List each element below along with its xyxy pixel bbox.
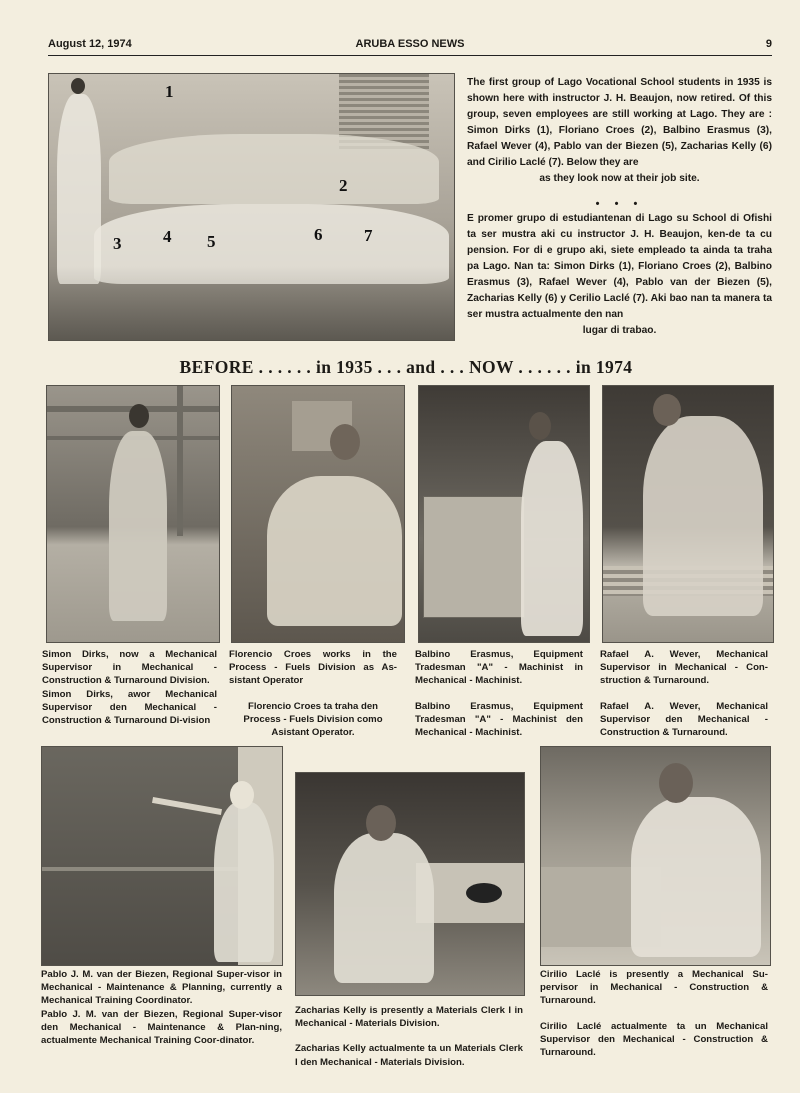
croes-figure — [267, 476, 402, 626]
marker-4: 4 — [163, 227, 172, 246]
marker-7: 7 — [364, 226, 373, 245]
caption-lacle-papiamento: Cirilio Laclé actualmente ta un Mechanical Supervisor den Mechanical - Construction & Turnaround. — [540, 1020, 768, 1059]
photo-cirilio-lacle — [540, 746, 771, 966]
intro-papiamento-last-line: lugar di trabao. — [582, 325, 657, 336]
intro-papiamento — [467, 211, 772, 339]
before-now-banner: BEFORE . . . . . . in 1935 . . . and . . . NOW . . . . . . in 1974 — [179, 357, 633, 377]
separator-dots: • • • — [595, 198, 644, 210]
caption-croes-english: Florencio Croes works in the Process - Fuels Division as As-sistant Operator — [229, 649, 397, 687]
caption-kelly — [295, 1004, 523, 1069]
intro-english — [467, 75, 772, 187]
marker-6: 6 — [314, 225, 323, 244]
intro-english-text: The first group of Lago Vocational School students in 1935 is shown here with instructor J. H. Beaujon, now retired. Of this group, seven employees are still working at Lago. They are : Simon Dirks (1), Floriano Croes (2), Balbino Erasmus (3), Rafael Wever (4), Pablo van der Biezen (5), Zacharias Kelly (6) and Cirilio Laclé (7). Below they are — [467, 77, 772, 168]
caption-kelly-english: Zacharias Kelly is presently a Materials Clerk I in Mechanical - Materials Division. — [295, 1005, 523, 1030]
photo-rafael-wever — [602, 385, 774, 643]
biezen-figure — [214, 802, 274, 962]
erasmus-figure — [521, 441, 583, 636]
students-back-row — [109, 134, 439, 204]
caption-dirks-english: Simon Dirks, now a Mechanical Supervisor in Mechanical - Construction & Turnaround Division. — [42, 649, 217, 687]
issue-date: August 12, 1974 — [48, 38, 132, 50]
marker-2: 2 — [339, 176, 348, 195]
wever-figure — [643, 416, 763, 616]
caption-erasmus-papiamento: Balbino Erasmus, Equipment Tradesman "A" - Machinist den Mechanical - Machinist. — [415, 700, 583, 739]
instructor-head — [71, 78, 85, 94]
caption-erasmus — [415, 648, 583, 739]
caption-erasmus-english: Balbino Erasmus, Equipment Tradesman "A" - Machinist in Mechanical - Machinist. — [415, 649, 583, 687]
group-photo-1935 — [48, 73, 455, 341]
page-header — [48, 38, 772, 54]
biezen-pointing-arm — [152, 797, 222, 815]
photo-pablo-van-der-biezen — [41, 746, 283, 966]
caption-dirks-papiamento: Simon Dirks, awor Mechanical Supervisor den Mechanical - Construction & Turnaround Di-vision — [42, 688, 217, 727]
caption-croes — [229, 648, 397, 739]
caption-biezen — [41, 968, 282, 1047]
caption-croes-papiamento: Florencio Croes ta traha den Process - Fuels Division como Asistant Operator. — [243, 700, 383, 739]
caption-kelly-papiamento: Zacharias Kelly actualmente ta un Materials Clerk I den Mechanical - Materials Division. — [295, 1043, 523, 1068]
photo-zacharias-kelly — [295, 772, 525, 996]
lacle-figure — [631, 797, 761, 957]
publication-name: ARUBA ESSO NEWS — [355, 38, 465, 50]
page-number: 9 — [765, 38, 772, 50]
caption-biezen-papiamento: Pablo J. M. van der Biezen, Regional Super-visor den Mechanical - Maintenance & Plan-ning, actualmente Mechanical Training Coor-dinator. — [41, 1008, 282, 1047]
intro-papiamento-text: E promer grupo di estudiantenan di Lago su School di Ofishi ta ser mustra aki cu instructor J. H. Beaujon, ken-de ta cu pension. For di e grupo aki, siete empleado ta ainda ta traha pa Lago. Nan ta: Simon Dirks (1), Floriano Croes (2), Balbino Erasmus (3), Rafael Wever (4), Pablo van der Biezen (5), Zacharias Kelly (6) y Cerilio Laclé (7). Aki bao nan ta manera ta ser mustra actualmente den nan — [467, 213, 772, 320]
marker-3: 3 — [113, 234, 122, 253]
caption-wever-papiamento: Rafael A. Wever, Mechanical Supervisor den Mechanical - Construction & Turnaround. — [600, 700, 768, 739]
marker-5: 5 — [207, 232, 216, 251]
photo-florencio-croes — [231, 385, 405, 643]
caption-wever — [600, 648, 768, 739]
kelly-figure — [334, 833, 434, 983]
caption-lacle-english: Cirilio Laclé is presently a Mechanical Su-pervisor in Mechanical - Construction & Turnaround. — [540, 969, 768, 1007]
photo-simon-dirks — [46, 385, 220, 643]
caption-dirks — [42, 648, 217, 727]
marker-1: 1 — [165, 82, 174, 101]
caption-biezen-english: Pablo J. M. van der Biezen, Regional Super-visor in Mechanical - Maintenance & Planning, currently a Mechanical Training Coordinator. — [41, 969, 282, 1007]
caption-wever-english: Rafael A. Wever, Mechanical Supervisor in Mechanical - Con-struction & Turnaround. — [600, 649, 768, 687]
dirks-figure — [109, 431, 167, 621]
photo-balbino-erasmus — [418, 385, 590, 643]
intro-english-last-line: as they look now at their job site. — [539, 173, 700, 184]
telephone — [466, 883, 502, 903]
caption-lacle — [540, 968, 768, 1059]
header-rule — [48, 55, 772, 56]
lathe-machine — [423, 496, 525, 618]
